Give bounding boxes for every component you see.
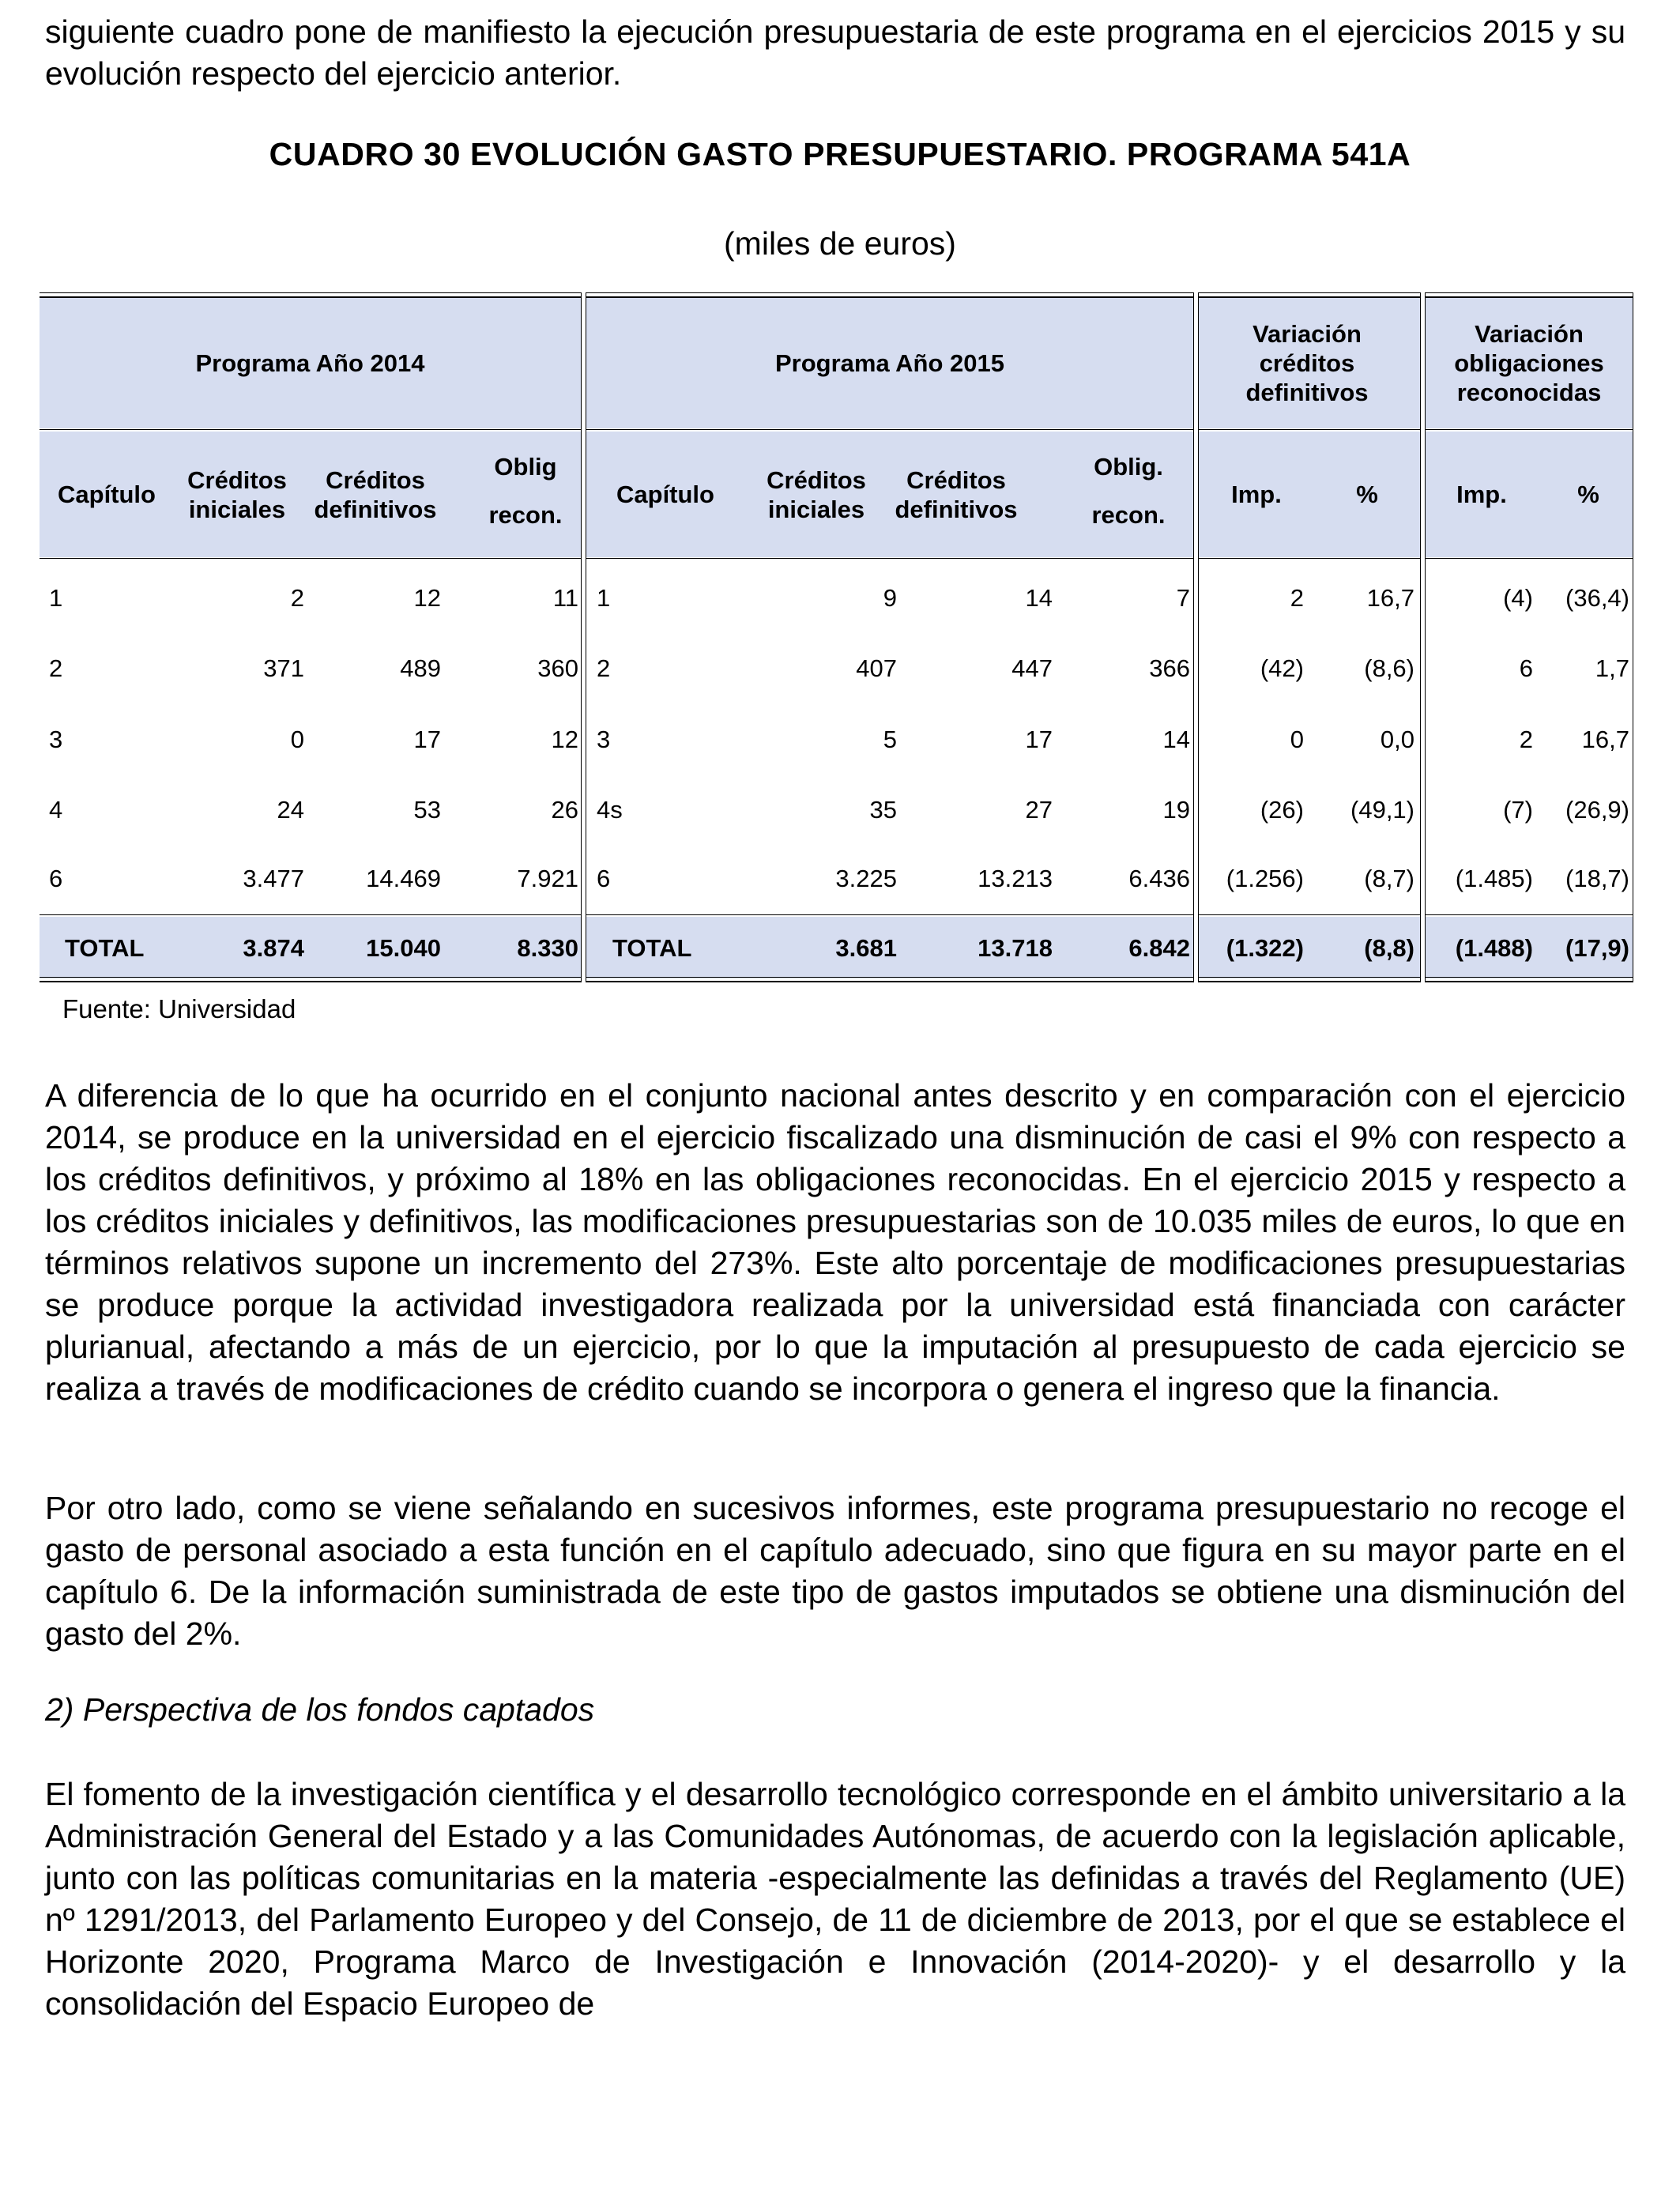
table-cell-ci14: 24 [277, 795, 304, 824]
table-cell-vc-pct: (8,7) [1364, 864, 1414, 892]
table-cell-vc-pct: 16,7 [1366, 583, 1414, 612]
table-cell-or15: 366 [1149, 654, 1190, 682]
total-cell-cap15: TOTAL [612, 933, 692, 962]
table-source: Fuente: Universidad [62, 994, 296, 1023]
separator-2014-2015 [581, 292, 586, 982]
table-cell-ci15: 407 [856, 654, 897, 682]
table-cell-vo-imp: 2 [1519, 725, 1533, 753]
col-creditos-definitivos-2015: Créditos definitivos [895, 466, 1018, 523]
table-cell-ci14: 371 [263, 654, 304, 682]
table-cell-cd14: 17 [413, 725, 441, 753]
col-creditos-iniciales-2014: Créditos iniciales [187, 466, 287, 523]
table-cell-or15: 19 [1162, 795, 1190, 824]
table-cell-vc-pct: 0,0 [1380, 725, 1414, 753]
col-oblig-2015-line2: recon. [1091, 500, 1166, 529]
table-cell-or15: 6.436 [1128, 864, 1190, 892]
table-cell-cd15: 17 [1025, 725, 1053, 753]
group-header-var-obligaciones: Variación obligaciones reconocidas [1454, 320, 1604, 406]
total-cell-or14: 8.330 [517, 933, 578, 962]
total-cell-cap14: TOTAL [65, 933, 145, 962]
total-cell-cd14: 15.040 [366, 933, 441, 962]
total-rule-top [40, 914, 1633, 915]
total-cell-vc-imp: (1.322) [1226, 933, 1304, 962]
table-cell-vc-imp: (42) [1260, 654, 1304, 682]
table-cell-or14: 360 [537, 654, 578, 682]
table-cell-ci15: 3.225 [835, 864, 897, 892]
intro-paragraph: siguiente cuadro pone de manifiesto la ejecución presupuestaria de este programa en el ejercicios 2015 y su evolución respecto del ejercicio anterior. [45, 13, 1625, 92]
table-cell-vo-imp: (7) [1503, 795, 1533, 824]
table-cell-or14: 11 [552, 583, 578, 612]
table-cell-cd14: 14.469 [366, 864, 441, 892]
table-cell-cd14: 53 [413, 795, 441, 824]
total-cell-or15: 6.842 [1128, 933, 1190, 962]
bottom-rule-2 [40, 981, 1633, 982]
table-cell-vc-pct: (8,6) [1364, 654, 1414, 682]
total-cell-ci14: 3.874 [243, 933, 304, 962]
total-cell-ci15: 3.681 [835, 933, 897, 962]
table-cell-vc-imp: 2 [1290, 583, 1304, 612]
col-capitulo-2014: Capítulo [58, 481, 156, 508]
budget-table [40, 292, 1633, 995]
table-cell-cap15: 1 [597, 583, 611, 612]
col-creditos-iniciales-2015: Créditos iniciales [767, 466, 866, 523]
paragraph-2: Por otro lado, como se viene señalando en sucesivos informes, este programa presupuestario no recoge el gasto de personal asociado a esta función en el capítulo adecuado, sino que figura en su mayor parte en el capítulo 6. De la información suministrada de este tipo de gastos imputados se obtiene una disminución del gasto del 2%. [45, 1490, 1625, 1652]
total-cell-vo-pct: (17,9) [1565, 933, 1629, 962]
table-cell-ci15: 35 [869, 795, 897, 824]
col-oblig-2014-line1: Oblig [494, 452, 557, 481]
table-cell-cap15: 4s [597, 795, 623, 824]
col-creditos-definitivos-2014: Créditos definitivos [314, 466, 437, 523]
total-cell-vo-imp: (1.488) [1455, 933, 1533, 962]
table-cell-vc-pct: (49,1) [1350, 795, 1414, 824]
col-oblig-2014-line2: recon. [488, 500, 563, 529]
table-cell-ci14: 0 [290, 725, 304, 753]
top-rule [40, 292, 1633, 293]
table-cell-vo-pct: 16,7 [1581, 725, 1629, 753]
section-subheading: 2) Perspectiva de los fondos captados [45, 1691, 595, 1728]
table-cell-cap15: 6 [597, 864, 611, 892]
table-cell-vo-pct: (36,4) [1565, 583, 1629, 612]
table-cell-vo-pct: 1,7 [1595, 654, 1629, 682]
table-cell-vo-pct: (18,7) [1565, 864, 1629, 892]
header-rule-bottom [40, 558, 1633, 559]
table-cell-cd15: 14 [1025, 583, 1053, 612]
table-cell-vc-imp: (26) [1260, 795, 1304, 824]
total-cell-cd15: 13.718 [977, 933, 1053, 962]
col-imp-var-creditos: Imp. [1231, 481, 1282, 508]
group-header-var-creditos: Variación créditos definitivos [1245, 320, 1369, 406]
table-cell-vo-imp: (4) [1503, 583, 1533, 612]
group-header-2014: Programa Año 2014 [195, 349, 425, 377]
group-header-2015: Programa Año 2015 [774, 349, 1005, 377]
table-cell-cap14: 1 [49, 583, 63, 612]
table-cell-vc-imp: 0 [1290, 725, 1304, 753]
table-cell-or14: 12 [551, 725, 578, 753]
col-pct-var-obligaciones: % [1577, 481, 1599, 508]
header-rule-mid [40, 429, 1633, 430]
table-cell-cd15: 27 [1025, 795, 1053, 824]
paragraph-1: A diferencia de lo que ha ocurrido en el conjunto nacional antes descrito y en comparación con el ejercicio 2014, se produce en la universidad en el ejercicio fiscalizado una disminución de casi el 9% con respecto a los créditos definitivos, y próximo al 18% en las obligaciones reconocidas. En el ejercicio 2015 y respecto a los créditos iniciales y definitivos, las modificaciones presupuestarias son de 10.035 miles de euros, lo que en términos relativos supone un incremento del 273%. Este alto porcentaje de modificaciones presupuestarias se produce porque la actividad investigadora realizada por la universidad está financiada con carácter plurianual, afectando a más de un ejercicio, por lo que la imputación al presupuesto de cada ejercicio se realiza a través de modificaciones de crédito cuando se incorpora o genera el ingreso que la financia. [45, 1077, 1625, 1407]
table-subtitle: (miles de euros) [724, 225, 956, 262]
table-cell-cap15: 3 [597, 725, 611, 753]
table-title: CUADRO 30 EVOLUCIÓN GASTO PRESUPUESTARIO. PROGRAMA 541A [269, 136, 1411, 172]
table-cell-or14: 7.921 [517, 864, 578, 892]
total-cell-vc-pct: (8,8) [1364, 933, 1414, 962]
col-capitulo-2015: Capítulo [616, 481, 714, 508]
bottom-rule [40, 977, 1633, 978]
table-cell-or15: 7 [1176, 583, 1190, 612]
table-cell-vo-imp: (1.485) [1455, 864, 1533, 892]
table-cell-cap15: 2 [597, 654, 611, 682]
table-cell-ci15: 5 [883, 725, 897, 753]
table-cell-cd14: 489 [400, 654, 441, 682]
table-cell-or14: 26 [551, 795, 578, 824]
table-cell-vo-pct: (26,9) [1565, 795, 1629, 824]
table-cell-cap14: 6 [49, 864, 63, 892]
table-cell-vc-imp: (1.256) [1226, 864, 1304, 892]
col-oblig-2015-line1: Oblig. [1094, 452, 1163, 481]
table-cell-cd15: 13.213 [977, 864, 1053, 892]
table-cell-cd15: 447 [1011, 654, 1053, 682]
separator-2015-varcred [1193, 292, 1199, 982]
table-cell-cap14: 2 [49, 654, 63, 682]
table-cell-vo-imp: 6 [1519, 654, 1533, 682]
paragraph-3: El fomento de la investigación científica y el desarrollo tecnológico corresponde en el ámbito universitario a la Administración General del Estado y a las Comunidades Autónomas, de acuerdo con la legislación aplicable, junto con las políticas comunitarias en la materia -especialmente las definidas a través del Reglamento (UE) nº 1291/2013, del Parlamento Europeo y del Consejo, de 11 de diciembre de 2013, por el que se establece el Horizonte 2020, Programa Marco de Investigación e Innovación (2014-2020)- y el desarrollo y la consolidación del Espacio Europeo de [45, 1776, 1625, 2022]
table-cell-ci14: 3.477 [243, 864, 304, 892]
table-cell-cd14: 12 [413, 583, 441, 612]
table-cell-cap14: 4 [49, 795, 63, 824]
col-imp-var-obligaciones: Imp. [1456, 481, 1507, 508]
table-cell-or15: 14 [1162, 725, 1190, 753]
table-cell-ci14: 2 [290, 583, 304, 612]
col-pct-var-creditos: % [1356, 481, 1378, 508]
table-cell-cap14: 3 [49, 725, 63, 753]
table-cell-ci15: 9 [883, 583, 897, 612]
